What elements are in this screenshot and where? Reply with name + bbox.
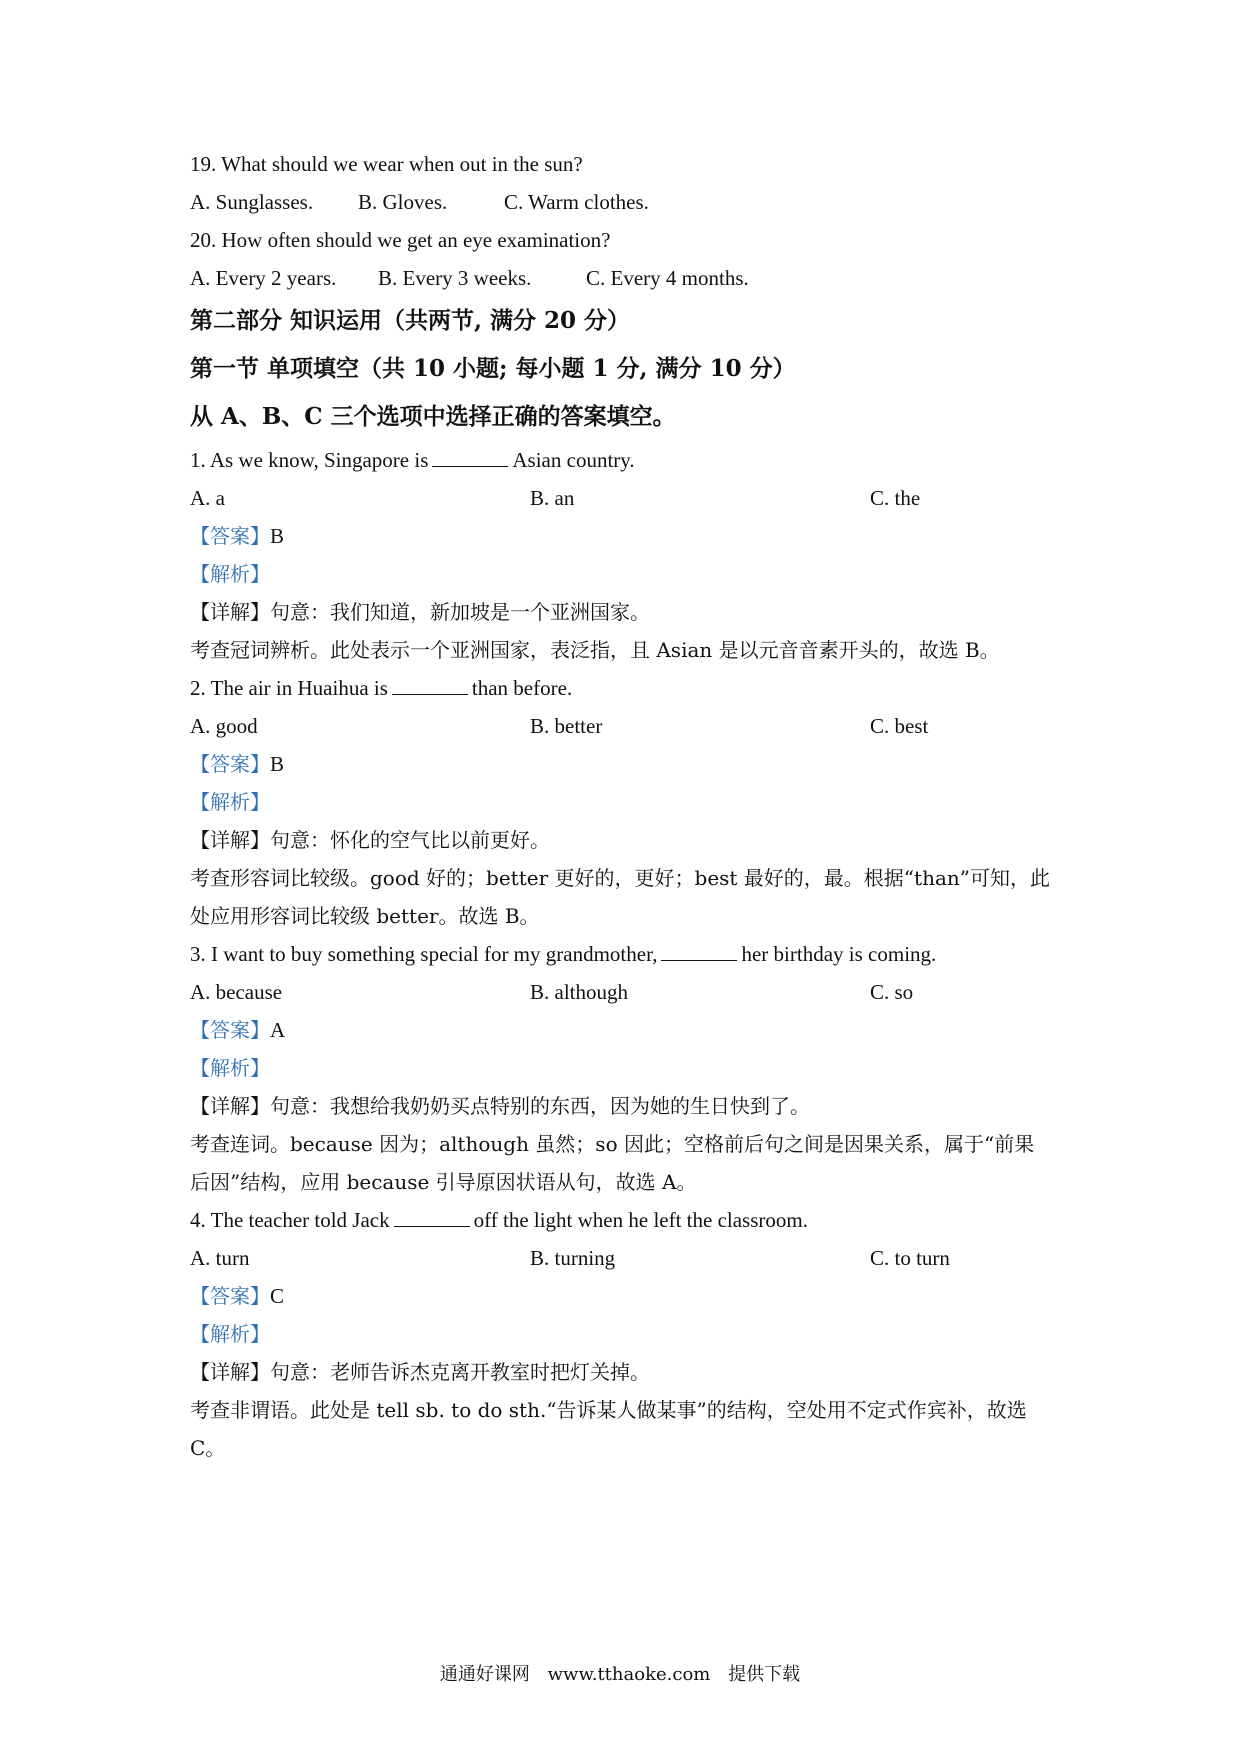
meaning-text: 句意：我想给我奶奶买点特别的东西，因为她的生日快到了。 — [270, 1094, 810, 1118]
answer-value: B — [270, 752, 285, 776]
option-b: B. Gloves. — [358, 190, 448, 214]
option-a: A. turn — [190, 1246, 250, 1270]
detail-line — [190, 821, 1050, 859]
question-1-stem: 1. As we know, Singapore is Asian country. — [190, 448, 635, 472]
section1-title: 第一节 单项填空（共 10 小题; 每小题 1 分, 满分 10 分） — [190, 355, 796, 382]
detail-label: 【详解】 — [190, 828, 270, 852]
question-4-stem: 4. The teacher told Jack off the light when he left the classroom. — [190, 1208, 808, 1232]
question-1-options — [190, 479, 1050, 517]
question-20-options — [190, 259, 1050, 297]
question-4-options — [190, 1239, 1050, 1277]
option-b: B. turning — [530, 1246, 616, 1270]
question-3-options — [190, 973, 1050, 1011]
question-19-options — [190, 183, 1050, 221]
answer-value: A — [270, 1018, 286, 1042]
option-c: C. Every 4 months. — [586, 266, 749, 290]
answer-label: 【答案】 — [190, 524, 270, 548]
answer-label: 【答案】 — [190, 752, 270, 776]
option-a: A. Every 2 years. — [190, 266, 337, 290]
option-b: B. better — [530, 714, 603, 738]
meaning-text: 句意：怀化的空气比以前更好。 — [270, 828, 550, 852]
page-footer — [0, 1660, 1240, 1686]
option-b: B. an — [530, 486, 575, 510]
answer-blank — [661, 942, 737, 961]
footer-url[interactable]: www.tthaoke.com — [547, 1664, 711, 1685]
explanation-text: 考查形容词比较级。good 好的；better 更好的，更好；best 最好的，最。根据“than”可知，此处应用形容词比较级 better。故选 B。 — [190, 866, 1050, 928]
question-2-stem: 2. The air in Huaihua is than before. — [190, 676, 573, 700]
question-2-options — [190, 707, 1050, 745]
part2-title: 第二部分 知识运用（共两节, 满分 20 分） — [190, 307, 631, 334]
detail-label: 【详解】 — [190, 600, 270, 624]
option-c: C. the — [870, 486, 921, 510]
detail-line — [190, 593, 1050, 631]
option-c: C. so — [870, 980, 914, 1004]
analysis-label: 【解析】 — [190, 790, 270, 814]
question-20-text: 20. How often should we get an eye examination? — [190, 228, 611, 252]
answer-blank — [394, 1208, 470, 1227]
analysis-label: 【解析】 — [190, 1056, 270, 1080]
explanation-text: 考查连词。because 因为；although 虽然；so 因此；空格前后句之间是因果关系，属于“前果后因”结构，应用 because 引导原因状语从句，故选 A。 — [190, 1132, 1035, 1194]
answer-label: 【答案】 — [190, 1018, 270, 1042]
answer-value: C — [270, 1284, 285, 1308]
answer-line — [190, 1011, 1050, 1049]
option-a: A. Sunglasses. — [190, 190, 314, 214]
option-c: C. Warm clothes. — [504, 190, 649, 214]
option-c: C. to turn — [870, 1246, 950, 1270]
option-a: A. a — [190, 486, 225, 510]
meaning-text: 句意：老师告诉杰克离开教室时把灯关掉。 — [270, 1360, 650, 1384]
option-a: A. because — [190, 980, 283, 1004]
analysis-label: 【解析】 — [190, 562, 270, 586]
footer-site-name: 通通好课网 — [439, 1664, 530, 1685]
question-3-stem: 3. I want to buy something special for my grandmother, her birthday is coming. — [190, 942, 937, 966]
detail-label: 【详解】 — [190, 1094, 270, 1118]
option-b: B. Every 3 weeks. — [378, 266, 532, 290]
explanation-text: 考查冠词辨析。此处表示一个亚洲国家，表泛指，且 Asian 是以元音音素开头的，故选 B。 — [190, 638, 1000, 662]
option-a: A. good — [190, 714, 258, 738]
instruction: 从 A、B、C 三个选项中选择正确的答案填空。 — [190, 403, 676, 430]
answer-line — [190, 745, 1050, 783]
explanation-text: 考查非谓语。此处是 tell sb. to do sth.“告诉某人做某事”的结构，空处用不定式作宾补，故选 C。 — [190, 1398, 1027, 1460]
answer-line — [190, 1277, 1050, 1315]
answer-label: 【答案】 — [190, 1284, 270, 1308]
question-19-text: 19. What should we wear when out in the sun? — [190, 152, 583, 176]
option-b: B. although — [530, 980, 628, 1004]
detail-line — [190, 1353, 1050, 1391]
meaning-text: 句意：我们知道，新加坡是一个亚洲国家。 — [270, 600, 650, 624]
answer-line — [190, 517, 1050, 555]
detail-line — [190, 1087, 1050, 1125]
detail-label: 【详解】 — [190, 1360, 270, 1384]
answer-blank — [392, 676, 468, 695]
analysis-label: 【解析】 — [190, 1322, 270, 1346]
page-content — [190, 145, 1050, 1467]
option-c: C. best — [870, 714, 929, 738]
answer-value: B — [270, 524, 285, 548]
footer-suffix: 提供下载 — [728, 1664, 801, 1685]
answer-blank — [432, 448, 508, 467]
